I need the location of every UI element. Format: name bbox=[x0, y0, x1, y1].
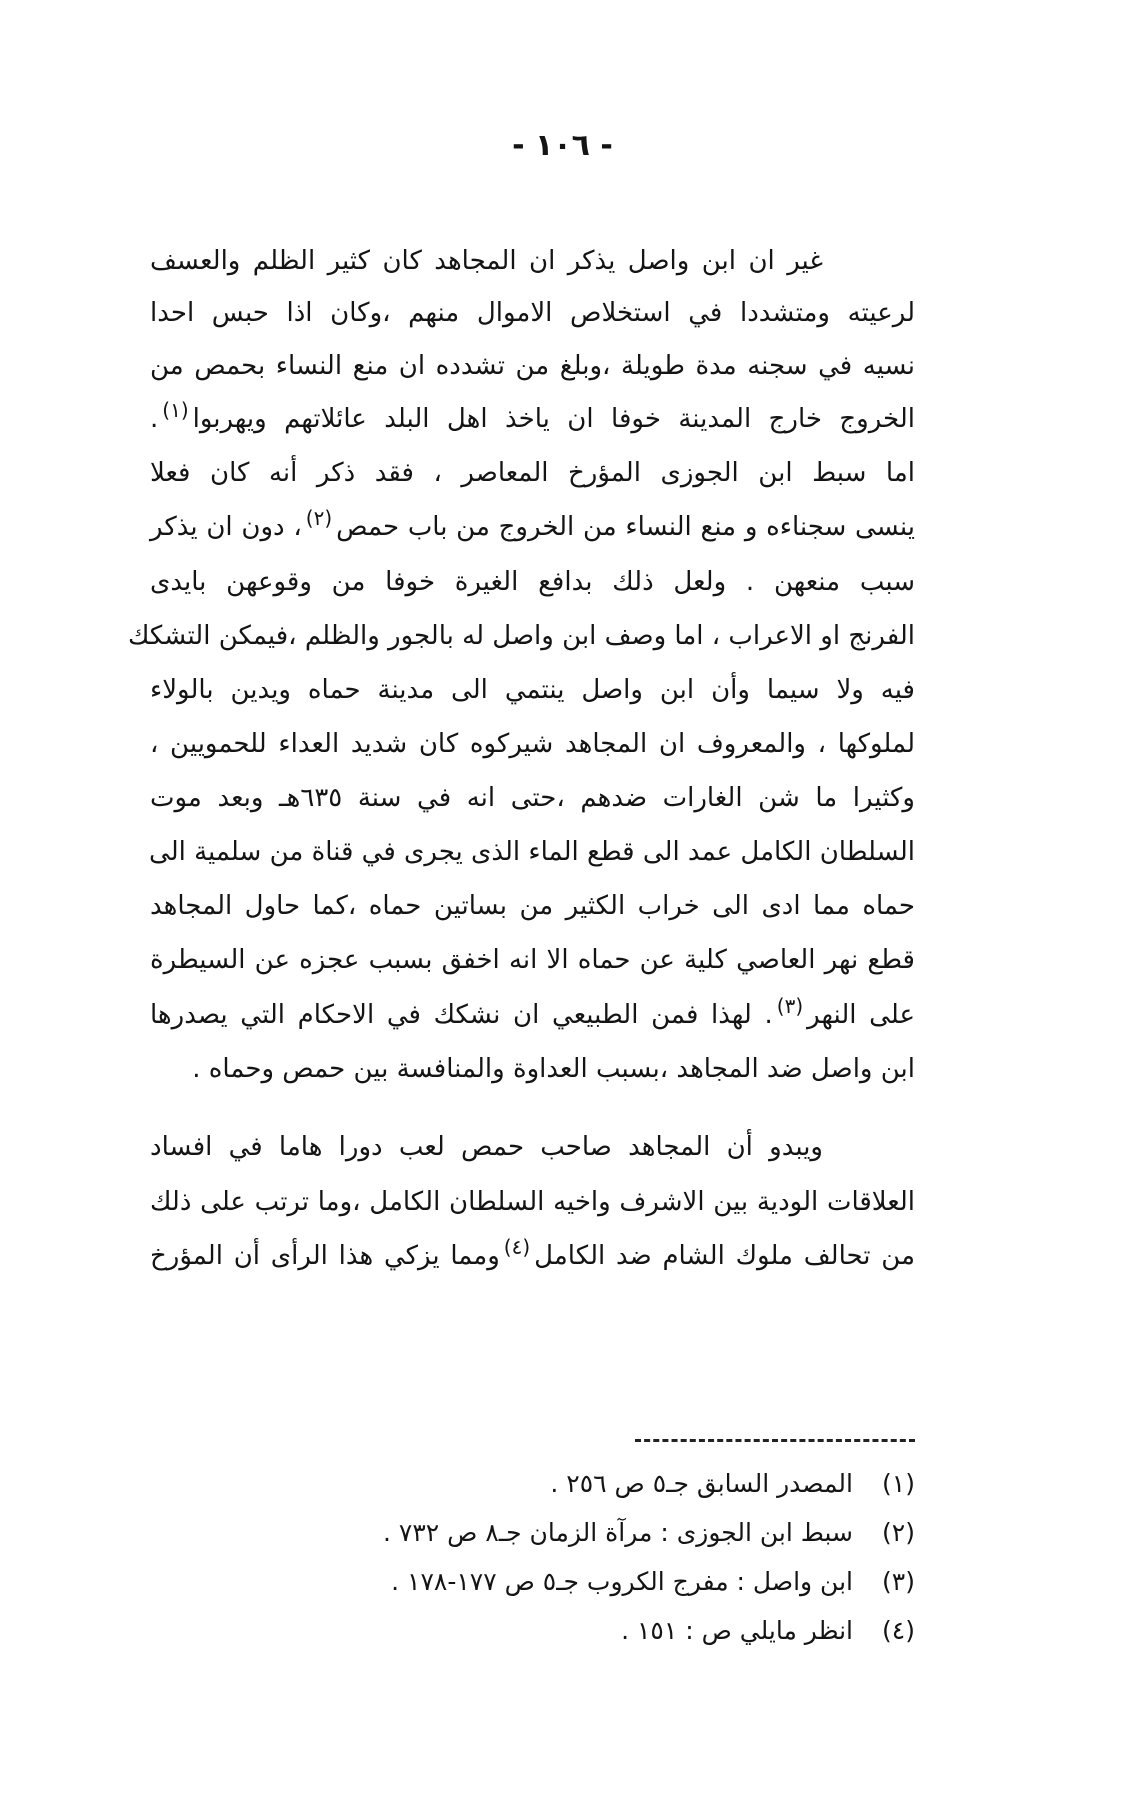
footnote-text: سبط ابن الجوزى : مرآة الزمان جـ٨ ص ٧٣٢ . bbox=[382, 1518, 853, 1547]
footnote-ref: (٤) bbox=[503, 1235, 531, 1260]
text-segment: ، دون ان يذكر bbox=[150, 512, 302, 542]
footnote-ref: (١) bbox=[162, 398, 189, 423]
footnote-ref: (٣) bbox=[776, 994, 804, 1019]
text-line: قطع نهر العاصي كلية عن حماه الا انه اخفق بسبب عجزه عن السيطرة bbox=[150, 945, 915, 975]
footnote-ref: (٢) bbox=[305, 506, 333, 531]
text-line: غير ان ابن واصل يذكر ان المجاهد كان كثير الظلم والعسف bbox=[150, 246, 823, 276]
footnote-number: (٢) bbox=[882, 1518, 915, 1547]
footnote bbox=[195, 1462, 915, 1506]
text-segment: . لهذا فمن الطبيعي ان نشكك في الاحكام التي يصدرها bbox=[150, 1000, 773, 1030]
footnote bbox=[195, 1560, 915, 1604]
text-line: حماه مما ادى الى خراب الكثير من بساتين حماه ،كما حاول المجاهد bbox=[150, 891, 915, 921]
text-segment: من تحالف ملوك الشام ضد الكامل bbox=[534, 1241, 915, 1271]
text-line: سبب منعهن . ولعل ذلك بدافع الغيرة خوفا من وقوعهن بايدى bbox=[150, 567, 915, 597]
text-line: اما سبط ابن الجوزى المؤرخ المعاصر ، فقد ذكر أنه كان فعلا bbox=[150, 458, 915, 488]
footnote-text: المصدر السابق جـ٥ ص ٢٥٦ . bbox=[550, 1469, 853, 1498]
text-line: لرعيته ومتشددا في استخلاص الاموال منهم ،وكان اذا حبس احدا bbox=[150, 298, 915, 328]
footnote-number: (١) bbox=[882, 1469, 915, 1498]
text-segment: . bbox=[150, 404, 159, 434]
text-line: السلطان الكامل عمد الى قطع الماء الذى يجرى في قناة من سلمية الى bbox=[149, 837, 915, 867]
footnote-text: انظر مايلي ص : ١٥١ . bbox=[621, 1616, 853, 1645]
page-number: - ١٠٦ - bbox=[512, 128, 613, 163]
text-line bbox=[150, 504, 915, 550]
text-segment: على النهر bbox=[807, 1000, 915, 1030]
footnote-separator bbox=[635, 1439, 915, 1442]
footnote-number: (٣) bbox=[882, 1567, 915, 1596]
text-line: وكثيرا ما شن الغارات ضدهم ،حتى انه في سنة ٦٣٥هـ وبعد موت bbox=[150, 783, 915, 813]
footnote-number: (٤) bbox=[882, 1616, 915, 1645]
text-segment: ومما يزكي هذا الرأى أن المؤرخ bbox=[150, 1241, 500, 1271]
text-line bbox=[150, 396, 915, 442]
text-line: العلاقات الودية بين الاشرف واخيه السلطان الكامل ،وما ترتب على ذلك bbox=[150, 1187, 915, 1217]
footnote bbox=[195, 1609, 915, 1653]
text-line: ويبدو أن المجاهد صاحب حمص لعب دورا هاما في افساد bbox=[150, 1132, 823, 1162]
text-line: الفرنج او الاعراب ، اما وصف ابن واصل له بالجور والظلم ،فيمكن التشكك bbox=[128, 621, 915, 651]
text-segment: الخروج خارج المدينة خوفا ان ياخذ اهل البلد عائلاتهم ويهربوا bbox=[192, 404, 915, 434]
text-line: لملوكها ، والمعروف ان المجاهد شيركوه كان شديد العداء للحمويين ، bbox=[150, 729, 915, 759]
text-line bbox=[150, 1233, 915, 1279]
text-line: ابن واصل ضد المجاهد ،بسبب العداوة والمنافسة بين حمص وحماه . bbox=[192, 1054, 915, 1084]
text-line bbox=[150, 992, 915, 1038]
text-segment: ينسى سجناءه و منع النساء من الخروج من باب حمص bbox=[336, 512, 915, 542]
footnote-text: ابن واصل : مفرج الكروب جـ٥ ص ١٧٧-١٧٨ . bbox=[391, 1567, 853, 1596]
text-line: نسيه في سجنه مدة طويلة ،وبلغ من تشدده ان منع النساء بحمص من bbox=[150, 351, 915, 381]
text-line: فيه ولا سيما وأن ابن واصل ينتمي الى مدينة حماه ويدين بالولاء bbox=[150, 675, 915, 705]
footnote bbox=[195, 1511, 915, 1555]
